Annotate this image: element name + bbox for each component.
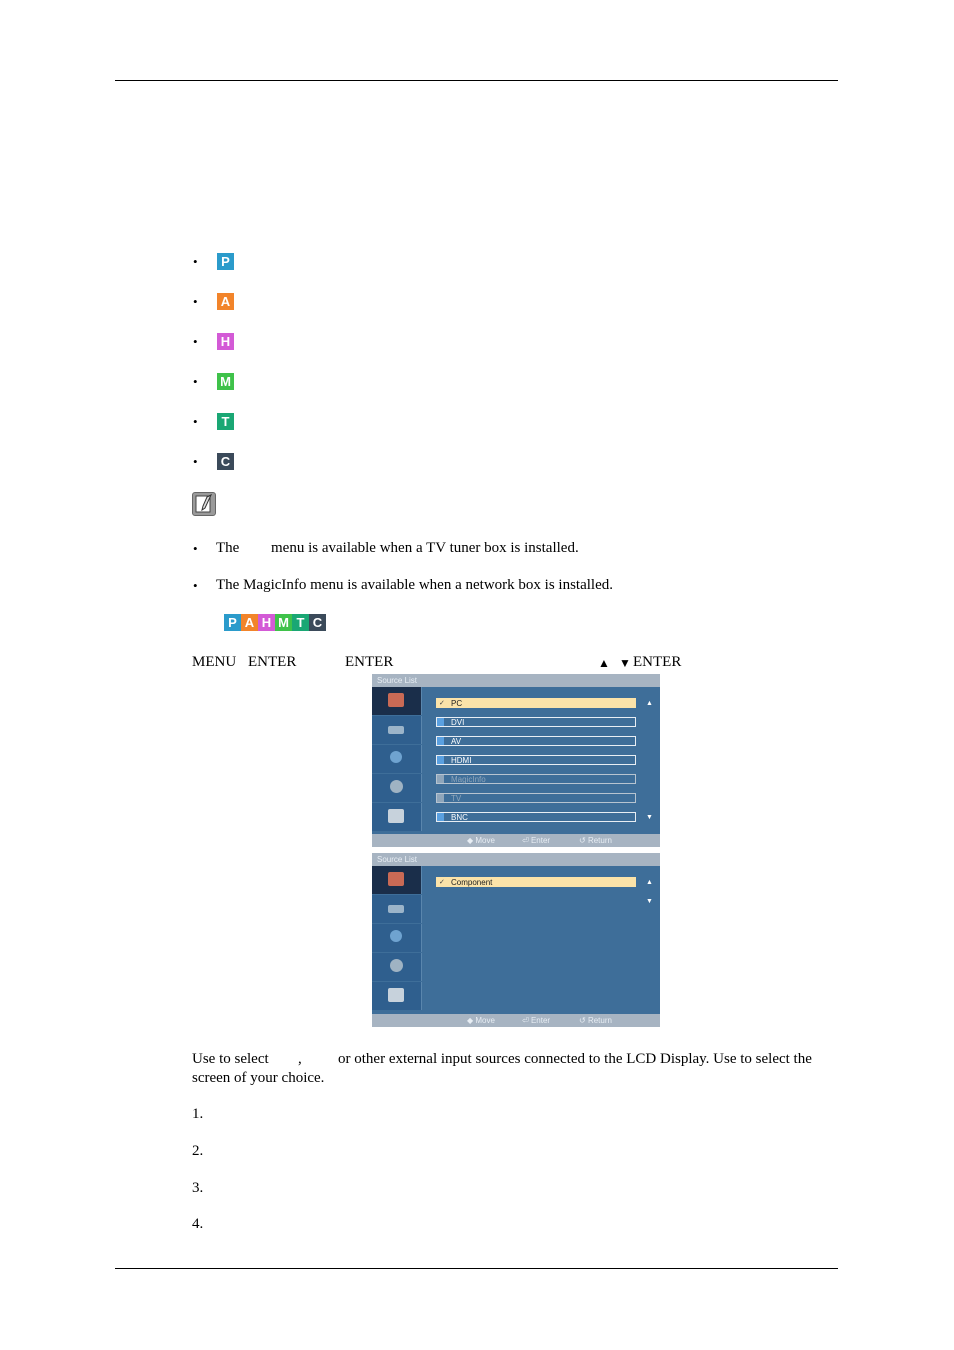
source-marker-icon xyxy=(437,813,444,821)
osd-sidebar xyxy=(372,687,422,832)
footer-rule xyxy=(115,1268,838,1269)
sound-icon xyxy=(390,930,402,942)
multi-control-icon xyxy=(388,809,404,823)
mode-p-icon: P xyxy=(217,253,234,270)
bullet: • xyxy=(193,294,198,309)
mode-c-icon: C xyxy=(309,614,326,631)
description-line1-a: Use to select xyxy=(192,1051,269,1067)
mode-m-icon: M xyxy=(217,373,234,390)
note-bullet-1-text: menu is available when a TV tuner box is installed. xyxy=(271,540,579,556)
source-marker-icon xyxy=(437,756,444,764)
source-item[interactable] xyxy=(436,698,636,708)
osd-tab-setup[interactable] xyxy=(372,774,422,802)
mode-h-icon: H xyxy=(258,614,275,631)
source-item-label: TV xyxy=(451,794,462,803)
gear-icon xyxy=(390,959,403,972)
osd-tab-multi[interactable] xyxy=(372,803,422,831)
instruction-enter-2: ENTER xyxy=(345,654,394,670)
mode-strip xyxy=(224,614,326,631)
input-icon xyxy=(388,872,404,886)
bullet: • xyxy=(193,578,198,593)
source-item[interactable] xyxy=(436,877,636,887)
source-marker-icon xyxy=(437,737,444,745)
step-number: 2. xyxy=(192,1143,204,1159)
source-marker-icon xyxy=(437,794,444,802)
osd-tab-setup[interactable] xyxy=(372,953,422,981)
description-line1-comma: , xyxy=(298,1051,302,1067)
mode-m-icon: M xyxy=(275,614,292,631)
osd-footer xyxy=(372,1014,660,1027)
scroll-up-icon[interactable]: ▲ xyxy=(646,879,653,886)
scroll-up-icon[interactable]: ▲ xyxy=(646,700,653,707)
input-icon xyxy=(388,693,404,707)
move-hint: ◆ Move xyxy=(467,836,495,845)
bullet: • xyxy=(193,454,198,469)
source-item-label: AV xyxy=(451,737,462,746)
source-item-label: Component xyxy=(451,878,493,887)
bullet: • xyxy=(193,374,198,389)
source-item xyxy=(436,793,636,803)
down-arrow-icon: ▼ xyxy=(619,656,631,670)
osd-tab-sound[interactable] xyxy=(372,924,422,952)
instruction-menu: MENU xyxy=(192,654,237,670)
source-item[interactable] xyxy=(436,812,636,822)
scroll-down-icon[interactable]: ▼ xyxy=(646,814,653,821)
scroll-down-icon[interactable]: ▼ xyxy=(646,898,653,905)
source-item-label: DVI xyxy=(451,718,465,727)
mode-h-icon: H xyxy=(217,333,234,350)
description-line2: screen of your choice. xyxy=(192,1070,325,1086)
source-item[interactable] xyxy=(436,736,636,746)
bullet: • xyxy=(193,541,198,556)
source-item[interactable] xyxy=(436,755,636,765)
osd-tab-input[interactable] xyxy=(372,866,422,894)
osd-title: Source List xyxy=(372,674,660,687)
mode-a-icon: A xyxy=(217,293,234,310)
osd-tab-picture[interactable] xyxy=(372,716,422,744)
check-icon: ✓ xyxy=(439,879,445,886)
picture-icon xyxy=(388,726,404,734)
description-line1-b: or other external input sources connected to the LCD Display. Use to select the xyxy=(338,1051,812,1067)
bullet: • xyxy=(193,334,198,349)
source-item-label: BNC xyxy=(451,813,468,822)
step-number: 3. xyxy=(192,1180,204,1196)
picture-icon xyxy=(388,905,404,913)
bullet: • xyxy=(193,414,198,429)
note-bullet-1-prefix: The xyxy=(216,540,240,556)
osd-tab-multi[interactable] xyxy=(372,982,422,1010)
instruction-enter-1: ENTER xyxy=(248,654,297,670)
osd-title: Source List xyxy=(372,853,660,866)
instruction-enter-3: ENTER xyxy=(633,654,682,670)
mode-t-icon: T xyxy=(217,413,234,430)
move-hint: ◆ Move xyxy=(467,1016,495,1025)
return-hint: ↺ Return xyxy=(579,836,612,845)
source-marker-icon xyxy=(437,718,444,726)
source-item xyxy=(436,774,636,784)
source-item-label: PC xyxy=(451,699,463,708)
step-number: 1. xyxy=(192,1106,204,1122)
source-marker-icon xyxy=(437,775,444,783)
source-item-label: HDMI xyxy=(451,756,472,765)
enter-hint: ⏎ Enter xyxy=(522,1016,551,1025)
osd-source-list-2 xyxy=(372,853,660,1027)
bullet: • xyxy=(193,254,198,269)
osd-source-list-1 xyxy=(372,674,660,847)
up-arrow-icon: ▲ xyxy=(598,656,610,670)
note-bullet-2-text: The MagicInfo menu is available when a network box is installed. xyxy=(216,577,613,593)
mode-p-icon: P xyxy=(224,614,241,631)
source-item[interactable] xyxy=(436,717,636,727)
osd-tab-input[interactable] xyxy=(372,687,422,715)
multi-control-icon xyxy=(388,988,404,1002)
header-rule xyxy=(115,80,838,81)
step-number: 4. xyxy=(192,1216,204,1232)
return-hint: ↺ Return xyxy=(579,1016,612,1025)
sound-icon xyxy=(390,751,402,763)
gear-icon xyxy=(390,780,403,793)
mode-t-icon: T xyxy=(292,614,309,631)
check-icon: ✓ xyxy=(439,700,445,707)
source-item-label: MagicInfo xyxy=(451,775,486,784)
enter-hint: ⏎ Enter xyxy=(522,836,551,845)
note-pencil-icon xyxy=(192,492,216,516)
mode-a-icon: A xyxy=(241,614,258,631)
osd-sidebar xyxy=(372,866,422,1011)
osd-footer xyxy=(372,834,660,847)
osd-tab-sound[interactable] xyxy=(372,745,422,773)
osd-tab-picture[interactable] xyxy=(372,895,422,923)
mode-c-icon: C xyxy=(217,453,234,470)
